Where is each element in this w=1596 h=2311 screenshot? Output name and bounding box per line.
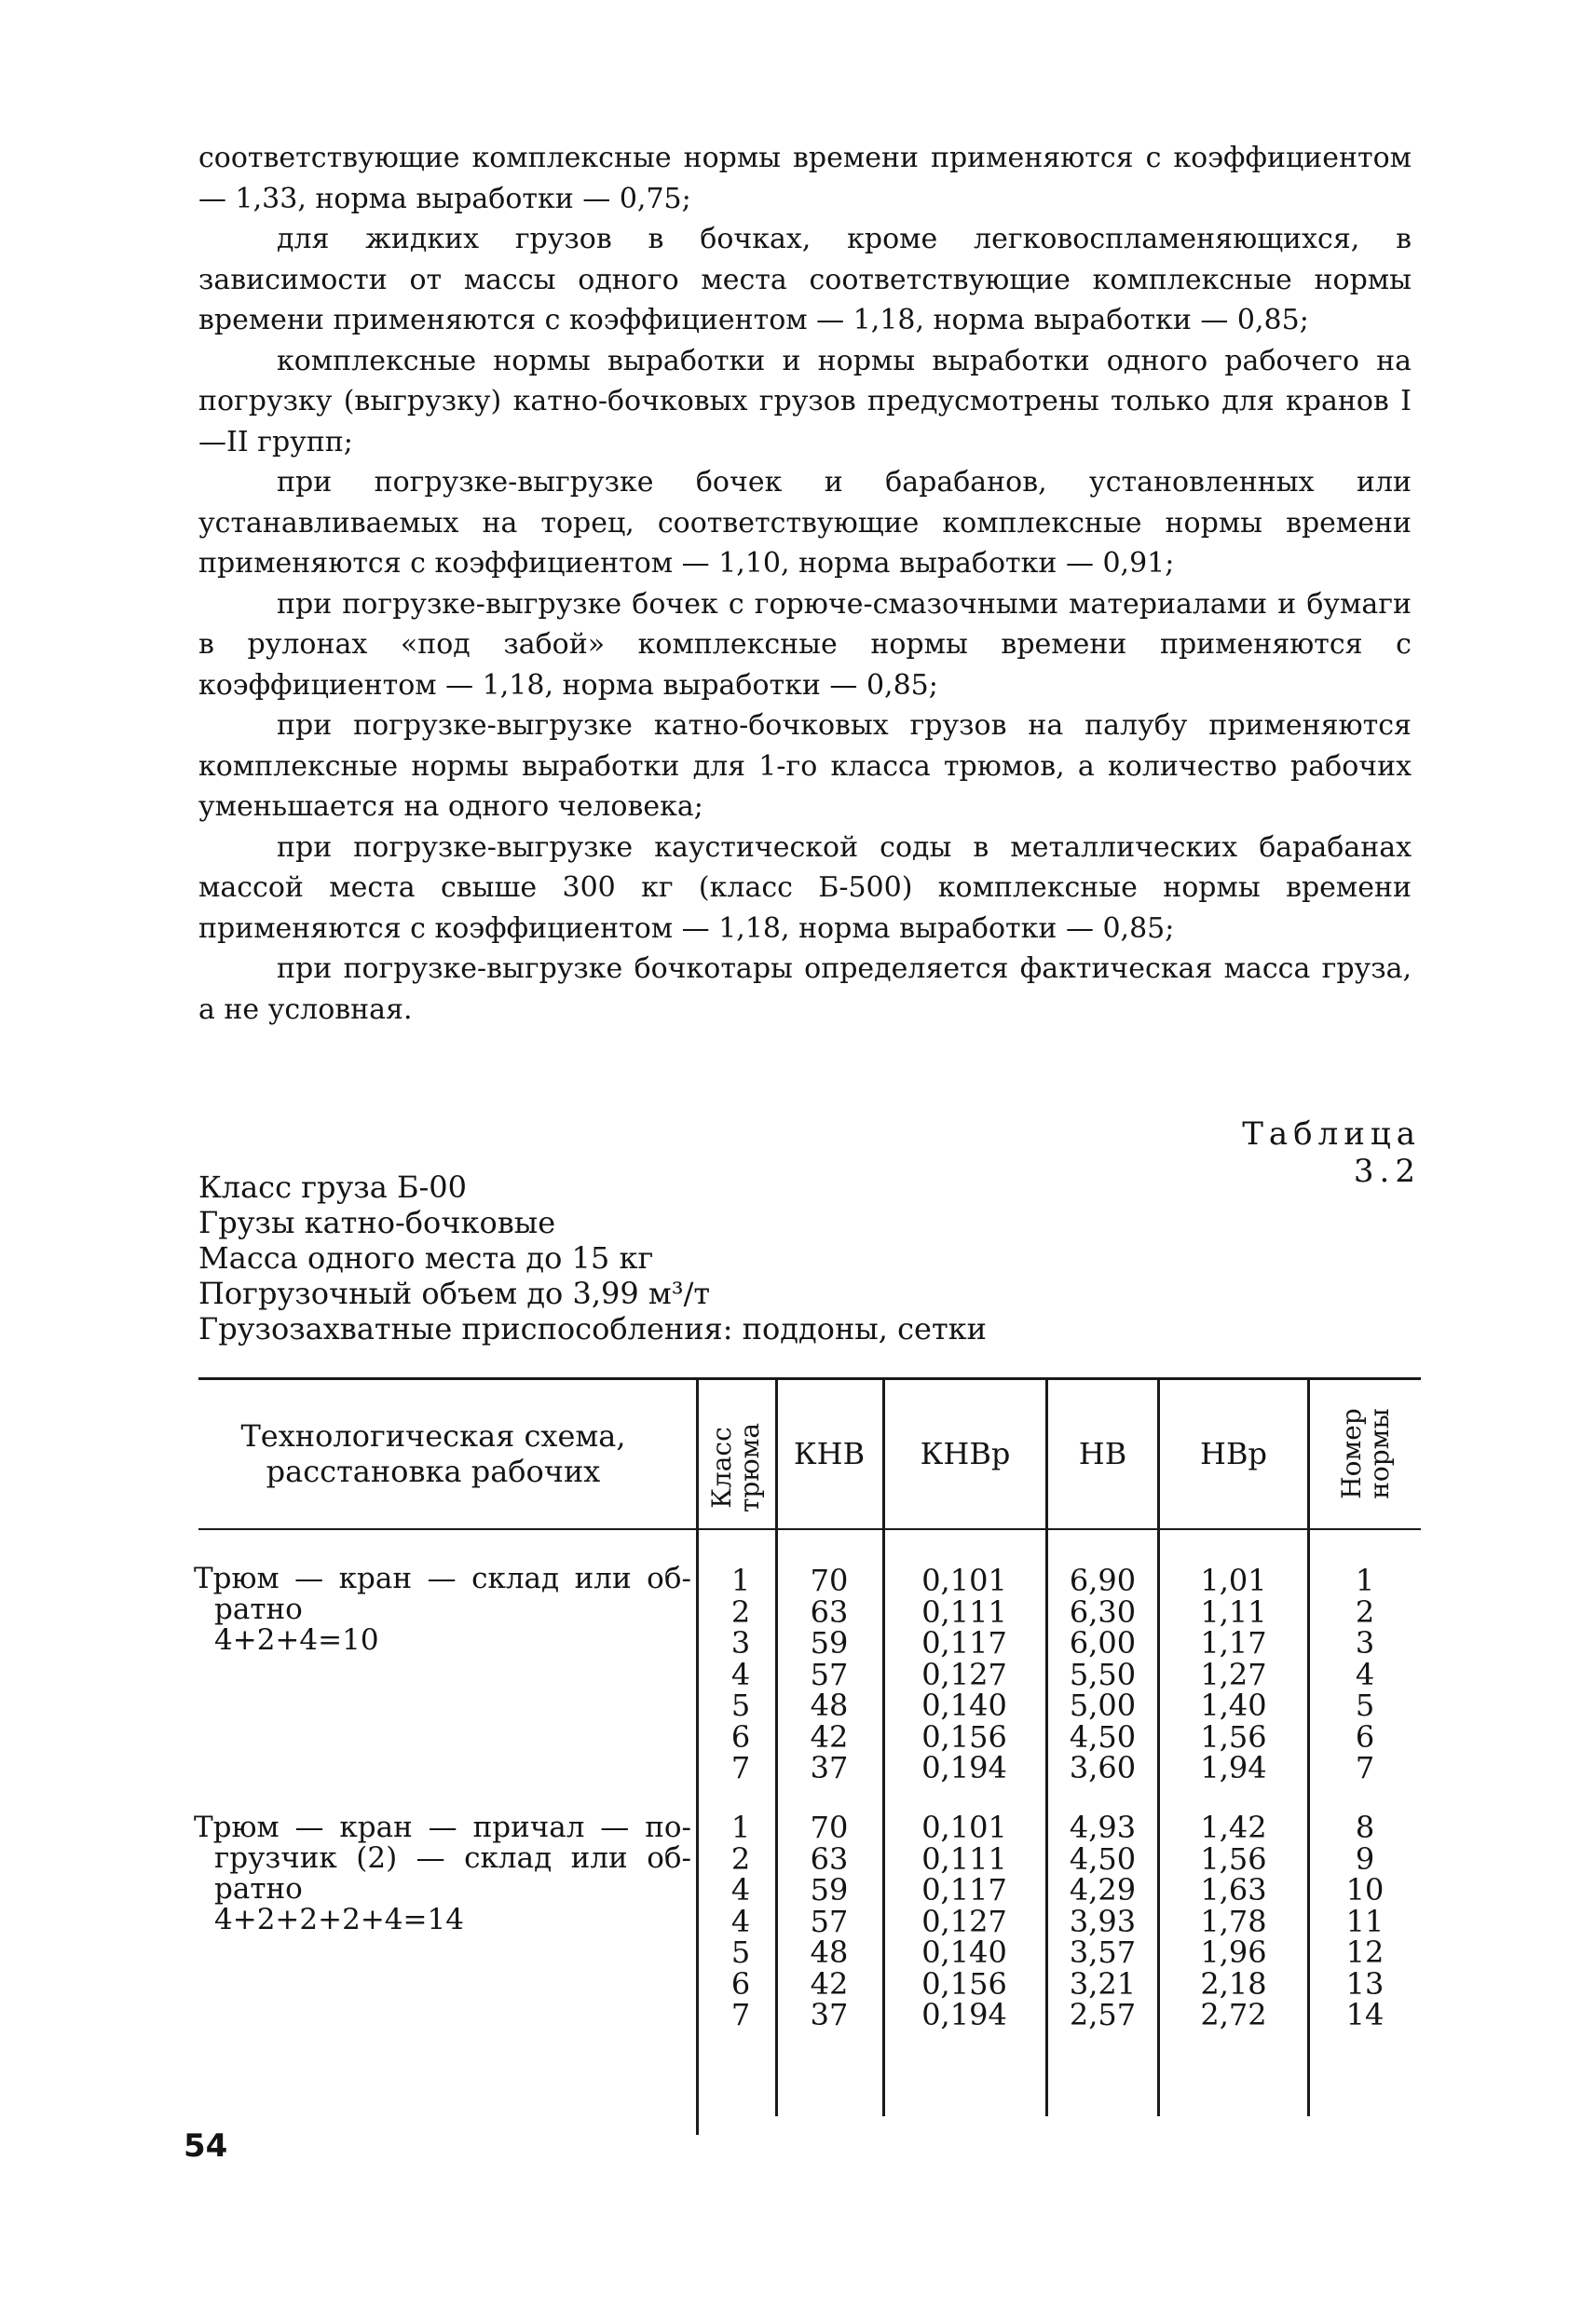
scheme-line: Трюм — кран — причал — по- <box>194 1811 691 1844</box>
header-nvr: НВр <box>1200 1436 1267 1471</box>
knv-value: 70 <box>810 1563 849 1598</box>
paragraph: соответствующие комплексные нормы времени применяются с коэффициентом — 1,33, норма выработки — 0,75; <box>198 142 1412 215</box>
paragraph: при погрузке-выгрузке бочек с горюче-смазочными материалами и бумаги в рулонах «под забой» комплексные нормы времени применяются с коэффициентом — 1,18, норма выработки — 0,85; <box>198 587 1412 702</box>
header-hold-class-line2: трюма <box>734 1422 765 1513</box>
norm-number-value: 12 <box>1345 1935 1385 1970</box>
nvr-value: 1,63 <box>1200 1872 1267 1908</box>
knvr-column <box>890 1812 1039 2031</box>
norm-number-value: 2 <box>1355 1593 1375 1630</box>
nvr-value: 2,18 <box>1200 1965 1267 2002</box>
knv-value: 57 <box>810 1656 849 1692</box>
table-caption: Таблица 3.2 <box>1242 1115 1421 1190</box>
header-hold-class-line1: Класс <box>706 1427 737 1509</box>
nvr-value: 1,27 <box>1200 1656 1267 1692</box>
norm-number-value: 13 <box>1345 1965 1385 2002</box>
scheme-cell <box>194 1812 691 1935</box>
nv-value: 6,00 <box>1069 1625 1137 1661</box>
paragraph: комплексные нормы выработки и нормы выработки одного рабочего на погрузку (выгрузку) катно-бочковых грузов предусмотрены только для кранов I—II групп; <box>198 344 1412 458</box>
knv-value: 57 <box>810 1903 849 1939</box>
paragraph: при погрузке-выгрузке бочкотары определяется фактическая масса груза, а не условная. <box>198 952 1412 1026</box>
nv-column <box>1053 1563 1153 1785</box>
knv-value: 59 <box>810 1872 849 1908</box>
nvr-value: 1,96 <box>1200 1935 1267 1970</box>
norm-number-value: 10 <box>1345 1872 1385 1908</box>
nv-value: 6,90 <box>1069 1563 1137 1598</box>
knvr-value: 0,194 <box>921 1750 1007 1785</box>
nvr-value: 1,56 <box>1200 1840 1267 1877</box>
paragraph: при погрузке-выгрузке каустической соды в металлических барабанах массой места свыше 300 кг (класс Б-500) комплексные нормы времени применяются с коэффициентом — 1,18, норма выработки — 0,85; <box>198 830 1412 945</box>
knv-value: 48 <box>810 1688 849 1723</box>
cargo-type: Грузы катно-бочковые <box>198 1205 556 1240</box>
knvr-value: 0,117 <box>921 1625 1007 1661</box>
knv-value: 70 <box>810 1810 849 1845</box>
scheme-line: 4+2+4=10 <box>214 1623 379 1657</box>
hold-class-value: 1 <box>730 1563 751 1598</box>
page-number: 54 <box>184 2127 228 2165</box>
paragraph: при погрузке-выгрузке катно-бочковых грузов на палубу применяются комплексные нормы выработки для 1-го класса трюмов, а количество рабочих уменьшается на одного человека; <box>198 709 1412 823</box>
knv-column <box>783 1563 876 1785</box>
nv-column <box>1053 1812 1153 2031</box>
nv-value: 4,50 <box>1069 1840 1137 1877</box>
norm-number-value: 7 <box>1355 1750 1375 1785</box>
knvr-value: 0,127 <box>921 1656 1007 1692</box>
knv-column <box>783 1812 876 2031</box>
column-divider <box>882 1380 885 2116</box>
column-divider <box>1157 1380 1160 2116</box>
scheme-line: грузчик (2) — склад или об- <box>214 1841 691 1875</box>
header-hold-class <box>708 1412 764 1524</box>
knv-value: 48 <box>810 1935 849 1970</box>
hold-class-value: 7 <box>730 1750 751 1785</box>
header-scheme-line2: расстановка рабочих <box>266 1454 601 1489</box>
knvr-value: 0,140 <box>921 1688 1007 1723</box>
norm-number-value: 1 <box>1355 1563 1375 1598</box>
nvr-column <box>1165 1812 1303 2031</box>
knv-value: 59 <box>810 1625 849 1661</box>
column-divider <box>1307 1380 1310 2116</box>
nv-value: 4,29 <box>1069 1872 1137 1908</box>
column-divider <box>696 1380 699 2135</box>
nv-value: 5,00 <box>1069 1688 1137 1723</box>
knvr-value: 0,111 <box>921 1593 1007 1630</box>
nv-value: 3,60 <box>1069 1750 1137 1785</box>
knvr-value: 0,101 <box>921 1563 1007 1598</box>
norm-number-value: 4 <box>1355 1656 1375 1692</box>
norm-number-value: 14 <box>1345 1997 1385 2032</box>
nv-value: 4,50 <box>1069 1718 1137 1755</box>
knvr-value: 0,127 <box>921 1903 1007 1939</box>
hold-class-value: 4 <box>730 1903 751 1939</box>
scheme-line: ратно <box>214 1593 303 1626</box>
nv-value: 3,21 <box>1069 1965 1137 2002</box>
paragraph: при погрузке-выгрузке бочек и барабанов, установленных или устанавливаемых на торец, соответствующие комплексные нормы времени применяются с коэффициентом — 1,10, норма выработки — 0,91; <box>198 466 1412 580</box>
paragraph: для жидких грузов в бочках, кроме легковоспламеняющихся, в зависимости от массы одного места соответствующие комплексные нормы времени применяются с коэффициентом — 1,18, норма выработки — 0,85; <box>198 223 1412 336</box>
knv-value: 37 <box>810 1997 849 2032</box>
hold-class-value: 3 <box>730 1625 751 1661</box>
header-norm-number-line1: Номер <box>1336 1408 1367 1499</box>
hold-class-value: 4 <box>730 1656 751 1692</box>
column-divider <box>775 1380 778 2116</box>
header-scheme <box>214 1407 652 1500</box>
knvr-value: 0,101 <box>921 1810 1007 1845</box>
hold-class-value: 6 <box>730 1965 751 2002</box>
hold-class-value: 1 <box>730 1810 751 1845</box>
nv-value: 3,57 <box>1069 1935 1137 1970</box>
table-top-rule <box>198 1377 1421 1380</box>
nvr-value: 1,17 <box>1200 1625 1267 1661</box>
knv-value: 63 <box>810 1840 849 1877</box>
scheme-line: ратно <box>214 1872 303 1906</box>
hold-class-value: 2 <box>730 1840 751 1877</box>
knvr-column <box>890 1563 1039 1785</box>
table-header-rule <box>198 1528 1421 1530</box>
nvr-column <box>1165 1563 1303 1785</box>
knv-value: 42 <box>810 1718 849 1755</box>
nv-value: 3,93 <box>1069 1903 1137 1939</box>
norm-number-value: 8 <box>1355 1810 1375 1845</box>
cargo-devices: Грузозахватные приспособления: поддоны, сетки <box>198 1311 987 1347</box>
knvr-value: 0,156 <box>921 1965 1007 2002</box>
body-text <box>198 138 1412 1030</box>
scheme-line: 4+2+2+2+4=14 <box>214 1903 464 1936</box>
nv-value: 2,57 <box>1069 1997 1137 2032</box>
knv-value: 37 <box>810 1750 849 1785</box>
nvr-value: 2,72 <box>1200 1997 1267 2032</box>
norm-number-value: 3 <box>1355 1625 1375 1661</box>
norm-number-value: 9 <box>1355 1840 1375 1877</box>
hold-class-value: 4 <box>730 1872 751 1908</box>
knvr-value: 0,140 <box>921 1935 1007 1970</box>
knv-value: 42 <box>810 1965 849 2002</box>
cargo-class: Класс груза Б-00 <box>198 1169 468 1205</box>
header-norm-number-line2: нормы <box>1364 1408 1395 1499</box>
norm-number-value: 6 <box>1355 1718 1375 1755</box>
knvr-value: 0,117 <box>921 1872 1007 1908</box>
norm-number-column <box>1314 1812 1416 2031</box>
hold-class-column <box>708 1563 773 1785</box>
knvr-value: 0,111 <box>921 1840 1007 1877</box>
column-divider <box>1045 1380 1048 2116</box>
header-knvr: КНВр <box>920 1436 1011 1471</box>
knvr-value: 0,156 <box>921 1718 1007 1755</box>
knv-value: 63 <box>810 1593 849 1630</box>
hold-class-value: 7 <box>730 1997 751 2032</box>
header-knv: КНВ <box>793 1436 866 1471</box>
cargo-mass: Масса одного места до 15 кг <box>198 1240 654 1276</box>
nvr-value: 1,01 <box>1200 1563 1267 1598</box>
hold-class-value: 5 <box>730 1688 751 1723</box>
header-scheme-line1: Технологическая схема, <box>240 1418 626 1454</box>
nvr-value: 1,56 <box>1200 1718 1267 1755</box>
scheme-cell <box>194 1564 691 1656</box>
cargo-info <box>198 1169 1130 1347</box>
nvr-value: 1,40 <box>1200 1688 1267 1723</box>
norm-number-value: 5 <box>1355 1688 1375 1723</box>
hold-class-column <box>708 1812 773 2031</box>
nvr-value: 1,11 <box>1200 1593 1267 1630</box>
header-nv: НВ <box>1078 1436 1127 1471</box>
hold-class-value: 6 <box>730 1718 751 1755</box>
nv-value: 6,30 <box>1069 1593 1137 1630</box>
hold-class-value: 2 <box>730 1593 751 1630</box>
norm-number-value: 11 <box>1345 1903 1385 1939</box>
hold-class-value: 5 <box>730 1935 751 1970</box>
nv-value: 4,93 <box>1069 1810 1137 1845</box>
knvr-value: 0,194 <box>921 1997 1007 2032</box>
scheme-line: Трюм — кран — склад или об- <box>194 1562 691 1595</box>
norm-number-column <box>1314 1563 1416 1785</box>
nvr-value: 1,42 <box>1200 1810 1267 1845</box>
nvr-value: 1,78 <box>1200 1903 1267 1939</box>
nvr-value: 1,94 <box>1200 1750 1267 1785</box>
nv-value: 5,50 <box>1069 1656 1137 1692</box>
header-norm-number <box>1338 1398 1394 1510</box>
cargo-volume: Погрузочный объем до 3,99 м³/т <box>198 1276 711 1311</box>
